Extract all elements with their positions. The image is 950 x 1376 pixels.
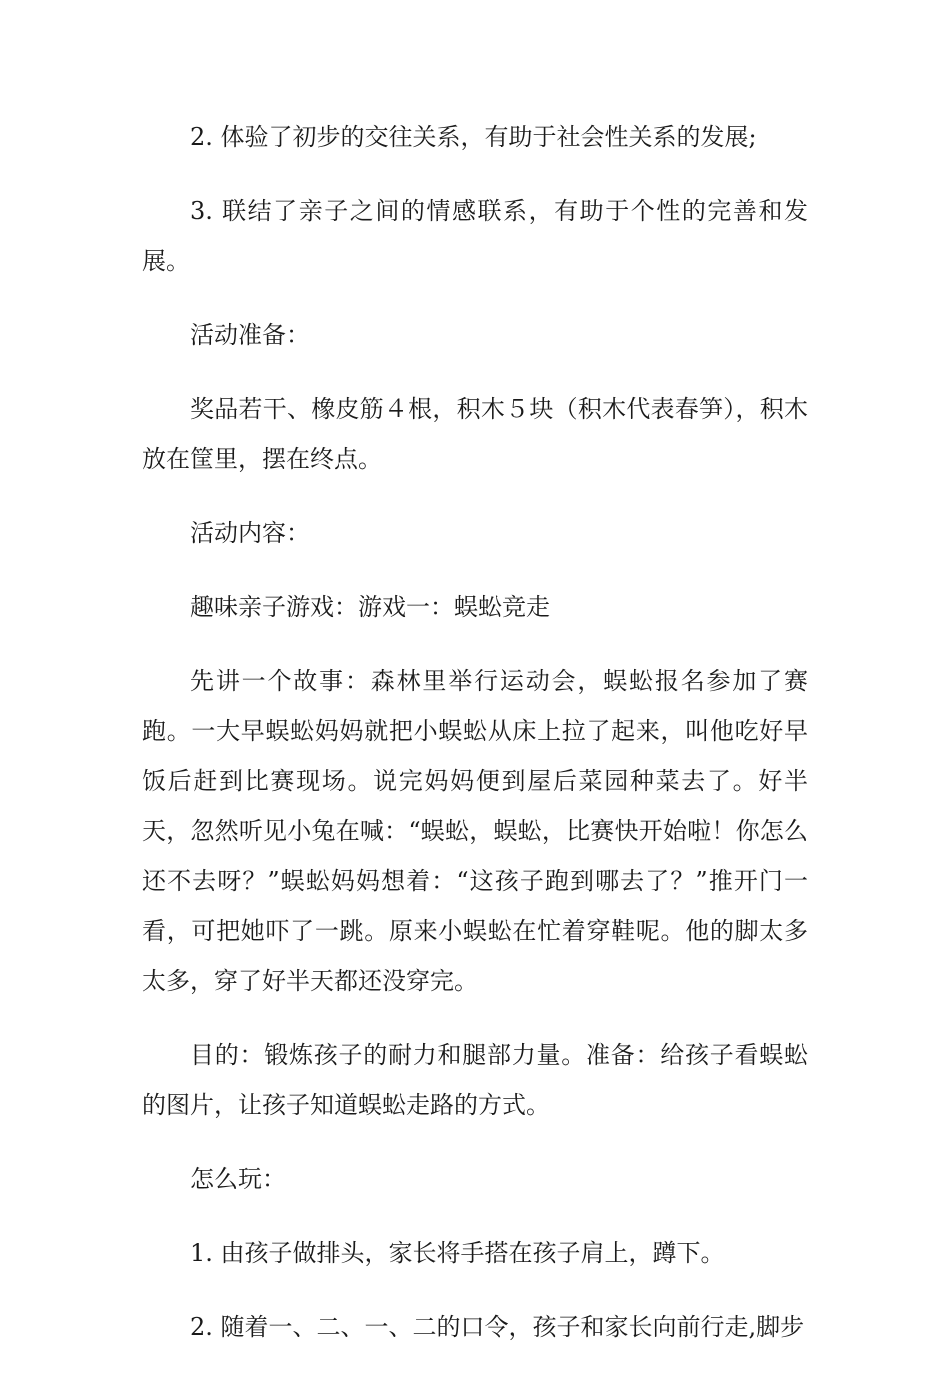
heading-game-one: 趣味亲子游戏：游戏一：蜈蚣竞走 (190, 593, 550, 621)
paragraph-benefit-2: 2. 体验了初步的交往关系，有助于社会性关系的发展; (190, 123, 757, 151)
heading-how-to-play: 怎么玩： (190, 1165, 286, 1193)
document-body (142, 112, 808, 1376)
paragraph-purpose: 目的：锻炼孩子的耐力和腿部力量。准备：给孩子看蜈蚣的图片，让孩子知道蜈蚣走路的方式。 (142, 1041, 808, 1119)
paragraph-story: 先讲一个故事：森林里举行运动会，蜈蚣报名参加了赛跑。一大早蜈蚣妈妈就把小蜈蚣从床上拉了起来，叫他吃好早饭后赶到比赛现场。说完妈妈便到屋后菜园种菜去了。好半天，忽然听见小兔在喊：“蜈蚣，蜈蚣，比赛快开始啦！你怎么还不去呀？”蜈蚣妈妈想着：“这孩子跑到哪去了？”推开门一看，可把她吓了一跳。原来小蜈蚣在忙着穿鞋呢。他的脚太多太多，穿了好半天都还没穿完。 (142, 667, 808, 995)
heading-activity-preparation: 活动准备： (190, 321, 310, 349)
heading-activity-content: 活动内容： (190, 519, 310, 547)
paragraph-preparation-materials: 奖品若干、橡皮筋４根，积木５块（积木代表春笋），积木放在筐里，摆在终点。 (142, 395, 808, 473)
paragraph-benefit-3: 3. 联结了亲子之间的情感联系，有助于个性的完善和发展。 (142, 197, 808, 275)
paragraph-step-1: 1. 由孩子做排头，家长将手搭在孩子肩上，蹲下。 (190, 1239, 725, 1267)
paragraph-step-2: 2. 随着一、二、一、二的口令，孩子和家长向前行走,脚步 (190, 1313, 805, 1341)
